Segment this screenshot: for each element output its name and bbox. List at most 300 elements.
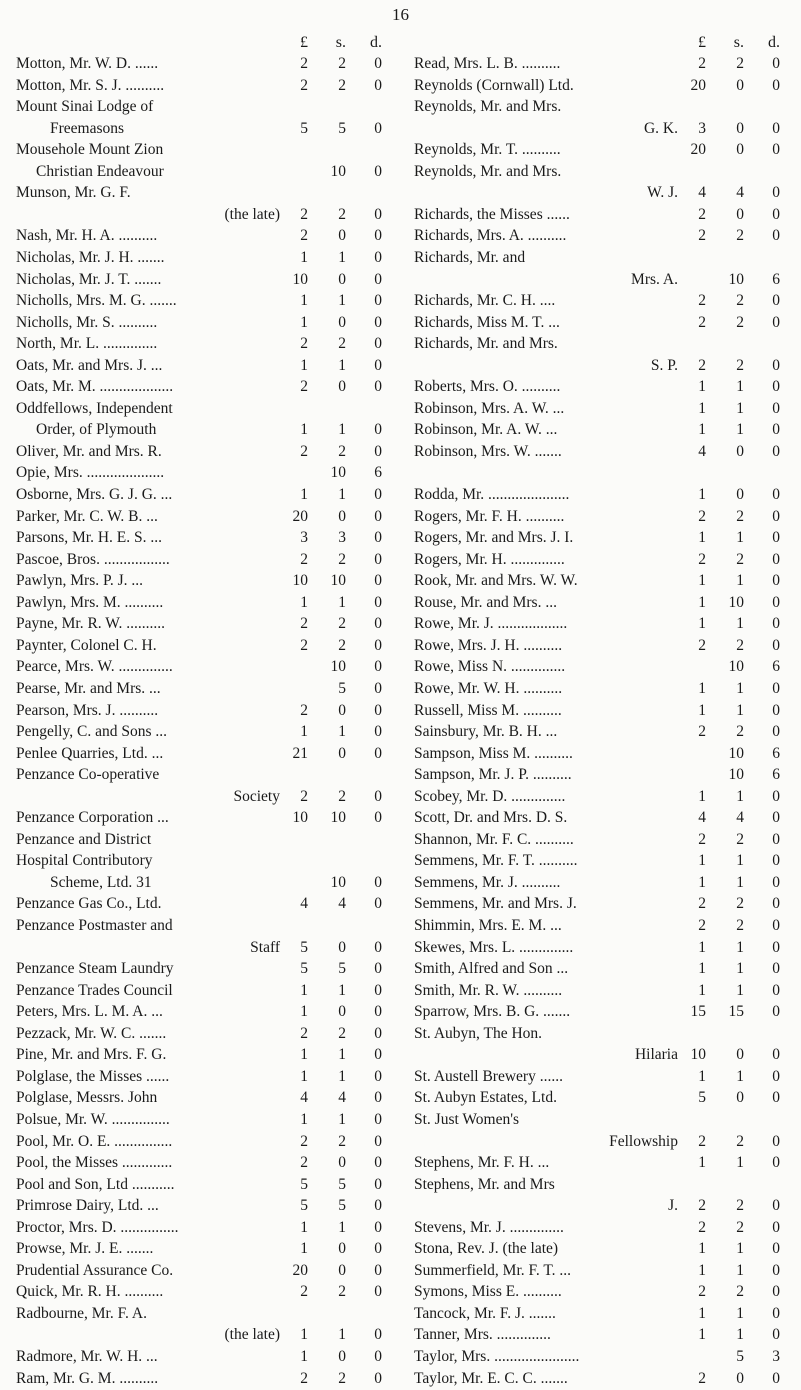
subscriber-name: Penzance Trades Council (16, 981, 173, 999)
shillings-value: 1 (736, 981, 744, 999)
subscription-row (414, 506, 786, 528)
subscription-row (414, 656, 786, 678)
subscription-row (16, 139, 388, 161)
subscription-row (16, 635, 388, 657)
pounds-value: 2 (698, 550, 706, 568)
pence-value: 0 (374, 55, 382, 72)
pounds-value: 2 (698, 1283, 706, 1301)
pence-value: 0 (772, 227, 780, 245)
pence-value: 0 (374, 723, 382, 741)
subscription-row (414, 635, 786, 657)
pence-value: 0 (374, 1369, 382, 1387)
pence-value: 0 (374, 787, 382, 805)
shillings-value: 2 (338, 1283, 346, 1301)
pence-value: 0 (772, 442, 780, 460)
pounds-value: 2 (300, 205, 308, 223)
pounds-value: 1 (698, 787, 706, 805)
pounds-value: 2 (300, 701, 308, 719)
pounds-value: 1 (698, 615, 706, 633)
subscription-row (414, 1131, 786, 1153)
pence-value: 0 (772, 1003, 780, 1021)
pence-value: 0 (374, 1067, 382, 1085)
subscription-row (414, 1109, 786, 1131)
subscription-row (16, 182, 388, 204)
pence-value: 0 (772, 313, 780, 331)
subscriber-name: Richards, Mr. and Mrs. (414, 335, 558, 353)
pence-value: 0 (772, 593, 780, 611)
subscriber-name: Stephens, Mr. and Mrs (414, 1175, 555, 1193)
shillings-value: 1 (736, 378, 744, 396)
subscriber-name: Stona, Rev. J. (the late) (414, 1240, 559, 1258)
subscriber-name: Peters, Mrs. L. M. A. ... (16, 1003, 163, 1021)
pounds-value: 20 (690, 76, 706, 94)
subscription-row (16, 764, 388, 786)
shillings-value: 2 (736, 313, 744, 331)
pence-value: 0 (374, 529, 382, 547)
shillings-value: 0 (338, 1154, 346, 1172)
subscriber-name: Rodda, Mr. ..................... (414, 486, 570, 503)
shillings-value: 2 (338, 550, 346, 568)
pounds-value: 1 (698, 873, 706, 891)
pounds-value: 1 (300, 1348, 308, 1365)
shillings-value: 10 (728, 658, 744, 676)
pence-value: 0 (772, 1304, 780, 1322)
subscription-row (414, 1368, 786, 1390)
pence-value: 0 (772, 852, 780, 870)
pence-value: 0 (772, 184, 780, 202)
subscription-row (414, 53, 786, 75)
shillings-value: 0 (736, 486, 744, 503)
subscriber-name: Nicholls, Mr. S. .......... (16, 313, 158, 331)
pence-value: 0 (374, 744, 382, 762)
pounds-value: 20 (292, 1261, 308, 1279)
subscription-row (16, 937, 388, 959)
pounds-value: 1 (698, 421, 706, 439)
pence-value: 0 (772, 421, 780, 439)
pounds-value: 2 (698, 1197, 706, 1215)
shillings-value: 1 (338, 248, 346, 266)
pounds-value: 5 (300, 960, 308, 978)
pence-value: 0 (772, 1326, 780, 1344)
subscription-row (16, 850, 388, 872)
subscription-row (414, 786, 786, 808)
pence-value: 0 (374, 356, 382, 374)
shillings-value: 0 (338, 313, 346, 331)
subscription-row (16, 829, 388, 851)
pence-value: 0 (374, 1175, 382, 1193)
pence-value: 0 (772, 895, 780, 913)
shillings-value: 2 (736, 723, 744, 741)
subscription-row (414, 1087, 786, 1109)
subscription-row (414, 721, 786, 743)
subscription-row (16, 1303, 388, 1325)
subscription-row (414, 592, 786, 614)
subscriber-name: Penzance Gas Co., Ltd. (16, 895, 162, 913)
pounds-value: 2 (698, 292, 706, 310)
subscriber-name: W. J. (647, 184, 678, 202)
subscription-row (16, 290, 388, 312)
subscriber-name: Tanner, Mrs. .............. (414, 1326, 551, 1344)
subscriber-name: Prowse, Mr. J. E. ....... (16, 1240, 154, 1258)
subscription-row (414, 1066, 786, 1088)
pounds-value: 2 (300, 550, 308, 568)
shillings-value: 1 (736, 1240, 744, 1258)
subscription-row (16, 958, 388, 980)
subscription-row (16, 1044, 388, 1066)
subscription-row (16, 549, 388, 571)
subscriber-name: Quick, Mr. R. H. .......... (16, 1283, 164, 1301)
shillings-value: 2 (736, 830, 744, 848)
subscriber-name: Motton, Mr. S. J. .......... (16, 76, 165, 94)
subscriber-name: Penzance Steam Laundry (16, 960, 174, 978)
subscriber-name: S. P. (650, 356, 678, 374)
subscription-row (414, 247, 786, 269)
pence-value: 0 (374, 1089, 382, 1107)
pence-value: 0 (374, 981, 382, 999)
subscription-row (16, 527, 388, 549)
subscriber-name: Nicholas, Mr. J. T. ....... (16, 270, 162, 288)
subscriber-name: St. Just Women's (414, 1110, 520, 1128)
subscriber-name: Polglase, the Misses ...... (16, 1067, 170, 1085)
subscriber-name: Fellowship (609, 1132, 678, 1150)
subscription-row (16, 656, 388, 678)
pence-value: 0 (374, 1046, 382, 1064)
subscription-row (414, 678, 786, 700)
pounds-value: 1 (300, 981, 308, 999)
pounds-value: 2 (300, 335, 308, 353)
pence-value: 6 (772, 270, 780, 288)
pence-value: 0 (374, 895, 382, 913)
subscription-row (16, 1217, 388, 1239)
pounds-value: 1 (300, 1326, 308, 1344)
pounds-value: 2 (300, 636, 308, 654)
shillings-value: 10 (330, 572, 346, 590)
pounds-value: 2 (698, 1218, 706, 1236)
subscription-row (16, 1195, 388, 1217)
pence-value: 0 (772, 809, 780, 827)
pence-value: 0 (772, 981, 780, 999)
pence-value: 0 (772, 723, 780, 741)
pence-value: 0 (374, 162, 382, 180)
shillings-value: 2 (736, 1197, 744, 1215)
pounds-value: 1 (300, 723, 308, 741)
subscriber-name: Parsons, Mr. H. E. S. ... (16, 529, 162, 547)
pence-value: 0 (772, 1067, 780, 1085)
pounds-value: 2 (698, 895, 706, 913)
subscriber-name: Polsue, Mr. W. ............... (16, 1110, 170, 1128)
subscriber-name: Rogers, Mr. F. H. .......... (414, 507, 565, 525)
shillings-value: 15 (728, 1003, 744, 1021)
subscription-row (16, 592, 388, 614)
shillings-header: s. (733, 34, 744, 51)
pounds-value: 4 (698, 184, 706, 202)
subscriber-name: Pengelly, C. and Sons ... (16, 723, 167, 741)
pounds-value: 3 (300, 529, 308, 547)
shillings-value: 1 (338, 1046, 346, 1064)
subscriber-name: Pearson, Mrs. J. .......... (16, 701, 159, 719)
shillings-value: 1 (338, 593, 346, 611)
subscriber-name: St. Aubyn, The Hon. (414, 1024, 543, 1042)
pounds-value: 1 (300, 421, 308, 439)
subscriber-name: Roberts, Mrs. O. .......... (414, 378, 561, 396)
subscription-row (414, 1303, 786, 1325)
pence-value: 6 (772, 744, 780, 762)
subscription-row (16, 807, 388, 829)
shillings-value: 0 (338, 507, 346, 525)
pounds-value: 1 (698, 981, 706, 999)
subscription-row (414, 527, 786, 549)
pence-value: 0 (772, 119, 780, 137)
pence-value: 0 (374, 270, 382, 288)
subscriber-name: Hilaria (634, 1046, 678, 1064)
pounds-value: 2 (300, 227, 308, 245)
subscriber-name: Semmens, Mr. F. T. .......... (414, 852, 578, 870)
subscription-row (414, 1044, 786, 1066)
shillings-value: 1 (736, 1154, 744, 1172)
pounds-value: 2 (300, 1024, 308, 1042)
pounds-value: 1 (698, 1261, 706, 1279)
shillings-value: 2 (736, 895, 744, 913)
subscription-row (16, 376, 388, 398)
subscriber-name: Rowe, Miss N. .............. (414, 658, 566, 676)
subscriber-name: Sparrow, Mrs. B. G. ....... (414, 1003, 571, 1021)
shillings-value: 2 (338, 787, 346, 805)
shillings-value: 1 (338, 981, 346, 999)
pence-value: 0 (374, 1261, 382, 1279)
subscriber-name: Oats, Mr. and Mrs. J. ... (16, 356, 163, 374)
subscription-row (414, 893, 786, 915)
subscription-row (414, 96, 786, 118)
pounds-value: 2 (698, 723, 706, 741)
pence-value: 0 (772, 205, 780, 223)
subscription-row (16, 1238, 388, 1260)
pounds-value: 2 (698, 313, 706, 331)
subscriber-name: Symons, Miss E. .......... (414, 1283, 562, 1301)
pence-value: 0 (374, 227, 382, 245)
subscription-row (16, 1368, 388, 1390)
subscription-row (414, 139, 786, 161)
subscriber-name: Reynolds, Mr. and Mrs. (414, 162, 562, 180)
pence-value: 0 (374, 1218, 382, 1236)
subscription-row (16, 1066, 388, 1088)
shillings-value: 1 (338, 723, 346, 741)
subscriber-name: Mount Sinai Lodge of (16, 98, 154, 116)
shillings-value: 10 (330, 658, 346, 676)
shillings-value: 0 (338, 227, 346, 245)
pounds-value: 1 (698, 1154, 706, 1172)
subscriber-name: Pawlyn, Mrs. P. J. ... (16, 572, 144, 590)
shillings-value: 10 (330, 873, 346, 891)
shillings-value: 10 (728, 593, 744, 611)
shillings-value: 2 (338, 1024, 346, 1042)
subscriber-name: Rowe, Mr. W. H. .......... (414, 679, 563, 697)
subscription-row (414, 1260, 786, 1282)
pounds-value: 20 (690, 141, 706, 159)
subscription-row (414, 333, 786, 355)
shillings-value: 1 (736, 529, 744, 547)
subscriber-name: Pool, the Misses ............. (16, 1154, 173, 1172)
subscription-row (16, 1260, 388, 1282)
pence-value: 0 (772, 1197, 780, 1215)
shillings-value: 2 (338, 1369, 346, 1387)
subscriber-name: Osborne, Mrs. G. J. G. ... (16, 486, 173, 503)
shillings-value: 0 (736, 205, 744, 223)
pounds-value: 1 (698, 1304, 706, 1322)
subscriber-name: Rowe, Mr. J. .................. (414, 615, 568, 633)
pence-value: 0 (374, 679, 382, 697)
shillings-value: 0 (736, 1089, 744, 1107)
subscription-row (414, 225, 786, 247)
subscriber-name: Rowe, Mrs. J. H. .......... (414, 636, 563, 654)
subscriber-name: Semmens, Mr. J. .......... (414, 873, 561, 891)
subscriber-name: Richards, Miss M. T. ... (414, 313, 560, 331)
pounds-value: 5 (300, 119, 308, 137)
shillings-value: 2 (338, 205, 346, 223)
subscriber-name: Robinson, Mr. A. W. ... (414, 421, 558, 439)
subscriber-name: Radmore, Mr. W. H. ... (16, 1348, 158, 1365)
subscription-row (16, 915, 388, 937)
pence-value: 0 (374, 572, 382, 590)
pence-value: 0 (374, 335, 382, 353)
pence-value: 0 (374, 701, 382, 719)
subscription-row (16, 312, 388, 334)
shillings-value: 0 (736, 119, 744, 137)
pounds-value: 1 (698, 1240, 706, 1258)
subscriber-name: Penzance and District (16, 830, 152, 848)
shillings-value: 0 (338, 701, 346, 719)
pence-value: 0 (374, 1024, 382, 1042)
subscription-row (16, 333, 388, 355)
shillings-value: 1 (338, 1110, 346, 1128)
shillings-value: 10 (330, 464, 346, 482)
subscription-row (16, 893, 388, 915)
shillings-value: 4 (338, 1089, 346, 1107)
pounds-value: 2 (300, 1283, 308, 1301)
pence-value: 0 (374, 248, 382, 266)
subscriber-name: Rogers, Mr. H. .............. (414, 550, 565, 568)
pence-header: d. (768, 34, 780, 51)
shillings-value: 4 (736, 809, 744, 827)
pence-value: 0 (374, 550, 382, 568)
subscription-row (414, 1324, 786, 1346)
subscriber-name: Munson, Mr. G. F. (16, 184, 131, 202)
pence-value: 0 (374, 378, 382, 396)
pence-value: 0 (374, 76, 382, 94)
subscriber-name: Richards, the Misses ...... (414, 205, 570, 223)
subscription-row (414, 829, 786, 851)
subscriber-name: Skewes, Mrs. L. .............. (414, 938, 574, 956)
pounds-value: 10 (690, 1046, 706, 1064)
pounds-value: 1 (300, 1240, 308, 1258)
shillings-value: 2 (736, 1283, 744, 1301)
subscription-row (16, 980, 388, 1002)
subscription-row (16, 1087, 388, 1109)
shillings-value: 2 (736, 292, 744, 310)
pounds-value: 5 (300, 1175, 308, 1193)
subscriber-name: Penlee Quarries, Ltd. ... (16, 744, 164, 762)
subscription-row (414, 958, 786, 980)
shillings-value: 2 (338, 442, 346, 460)
pence-value: 6 (772, 658, 780, 676)
shillings-value: 2 (736, 55, 744, 72)
subscription-row (414, 549, 786, 571)
shillings-value: 1 (736, 873, 744, 891)
subscriber-name: Oddfellows, Independent (16, 399, 173, 417)
subscriber-name: Reynolds, Mr. and Mrs. (414, 98, 562, 116)
shillings-value: 2 (338, 76, 346, 94)
shillings-value: 0 (736, 442, 744, 460)
pounds-value: 1 (300, 1067, 308, 1085)
pence-value: 0 (374, 809, 382, 827)
pence-value: 6 (772, 766, 780, 784)
pounds-value: 1 (698, 701, 706, 719)
pence-value: 0 (772, 1283, 780, 1301)
subscriber-name: Scott, Dr. and Mrs. D. S. (414, 809, 568, 827)
subscription-row (414, 1001, 786, 1023)
shillings-value: 4 (338, 895, 346, 913)
pounds-value: 2 (300, 787, 308, 805)
subscriber-name: Pawlyn, Mrs. M. .......... (16, 593, 164, 611)
shillings-value: 0 (338, 1240, 346, 1258)
shillings-value: 1 (338, 1218, 346, 1236)
pounds-value: 2 (698, 227, 706, 245)
subscription-row (414, 419, 786, 441)
shillings-value: 2 (736, 356, 744, 374)
pence-value: 0 (772, 507, 780, 525)
pence-value: 0 (374, 205, 382, 223)
pounds-value: 2 (698, 507, 706, 525)
pence-value: 0 (772, 1046, 780, 1064)
shillings-value: 2 (736, 550, 744, 568)
subscription-row (16, 1131, 388, 1153)
pounds-header: £ (698, 34, 706, 51)
pence-header: d. (370, 34, 382, 51)
subscription-row (16, 419, 388, 441)
subscription-row (414, 1174, 786, 1196)
pence-value: 0 (772, 1218, 780, 1236)
subscription-row (16, 75, 388, 97)
subscription-row (414, 484, 786, 506)
subscriber-name: Reynolds, Mr. T. .......... (414, 141, 561, 159)
subscription-row (16, 462, 388, 484)
pounds-value: 1 (300, 1046, 308, 1064)
pounds-value: 1 (698, 852, 706, 870)
pounds-value: 5 (300, 938, 308, 956)
pence-value: 0 (772, 679, 780, 697)
pence-value: 0 (374, 1003, 382, 1021)
shillings-value: 4 (736, 184, 744, 202)
subscriber-name: Pearce, Mrs. W. .............. (16, 658, 173, 676)
subscription-row (414, 376, 786, 398)
pence-value: 0 (772, 1240, 780, 1258)
shillings-value: 1 (736, 787, 744, 805)
pounds-value: 4 (300, 1089, 308, 1107)
subscription-row (16, 1324, 388, 1346)
pounds-value: 1 (300, 292, 308, 310)
pounds-value: 20 (292, 507, 308, 525)
subscriber-name: Read, Mrs. L. B. .......... (414, 55, 561, 72)
subscription-row (414, 700, 786, 722)
subscriber-name: Rouse, Mr. and Mrs. ... (414, 593, 557, 611)
subscription-row (16, 225, 388, 247)
subscription-row (414, 1217, 786, 1239)
subscription-row (414, 743, 786, 765)
subscriber-name: Shimmin, Mrs. E. M. ... (414, 917, 562, 934)
subscriber-name: Primrose Dairy, Ltd. ... (16, 1197, 159, 1215)
shillings-value: 1 (736, 1326, 744, 1344)
subscriber-name: Summerfield, Mr. F. T. ... (414, 1261, 572, 1279)
pence-value: 0 (374, 507, 382, 525)
